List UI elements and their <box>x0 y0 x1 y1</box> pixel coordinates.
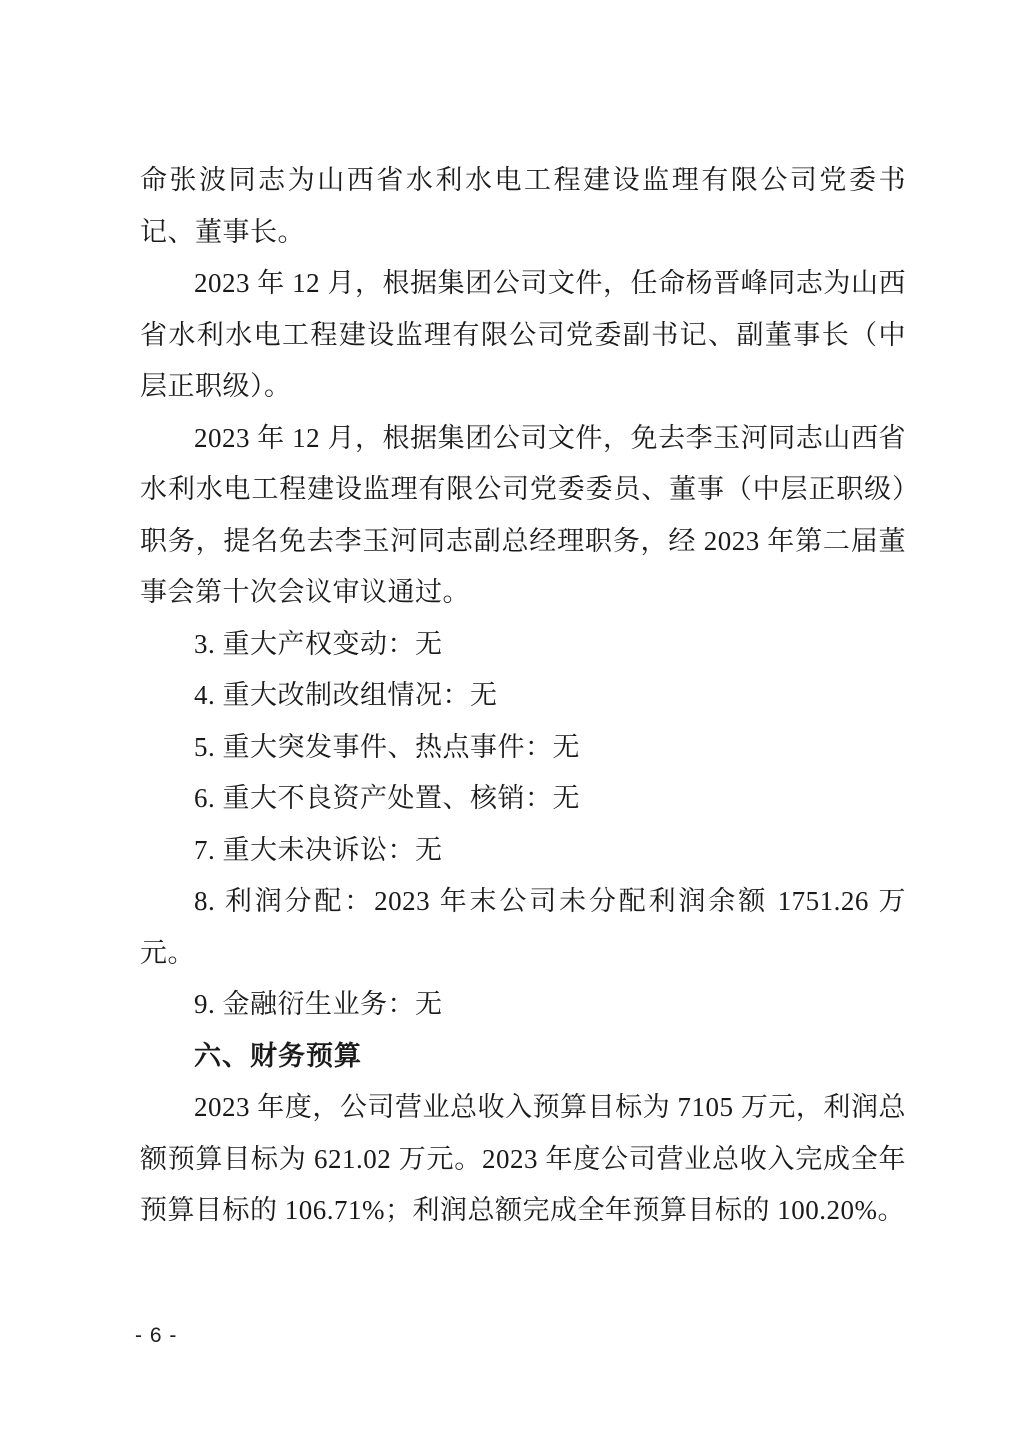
list-item-4-restructuring: 4. 重大改制改组情况：无 <box>194 680 498 710</box>
paragraph-removal-liyuhe: 2023 年 12 月，根据集团公司文件，免去李玉河同志山西省水利水电工程建设监理有限公司党委委员、董事（中层正职级）职务，提名免去李玉河同志副总经理职务，经 2023 年第二届董事会第十次会议审议通过。 <box>140 422 906 607</box>
list-item-5-emergencies: 5. 重大突发事件、热点事件：无 <box>194 731 580 762</box>
list-item-6-bad-assets: 6. 重大不良资产处置、核销：无 <box>194 783 580 813</box>
list-item-3-property-rights: 3. 重大产权变动：无 <box>194 628 443 659</box>
list-item-9-financial-derivatives: 9. 金融衍生业务：无 <box>194 989 443 1019</box>
paragraph-appointment-zhangbo: 命张波同志为山西省水利水电工程建设监理有限公司党委书记、董事长。 <box>140 165 906 247</box>
list-item-7-litigation: 7. 重大未决诉讼：无 <box>194 834 443 865</box>
paragraph-budget-results: 2023 年度，公司营业总收入预算目标为 7105 万元，利润总额预算目标为 621.02 万元。2023 年度公司营业总收入完成全年预算目标的 106.71%；利润总额完成全年预算目标的 100.20%。 <box>140 1092 906 1225</box>
paragraph-appointment-yangjinfeng: 2023 年 12 月，根据集团公司文件，任命杨晋峰同志为山西省水利水电工程建设监理有限公司党委副书记、副董事长（中层正职级）。 <box>140 268 906 401</box>
document-body <box>140 155 906 1237</box>
list-item-8-profit-distribution: 8. 利润分配：2023 年末公司未分配利润余额 1751.26 万元。 <box>140 886 906 968</box>
section-heading-financial-budget: 六、财务预算 <box>194 1040 362 1071</box>
page-number: - 6 - <box>135 1324 178 1347</box>
